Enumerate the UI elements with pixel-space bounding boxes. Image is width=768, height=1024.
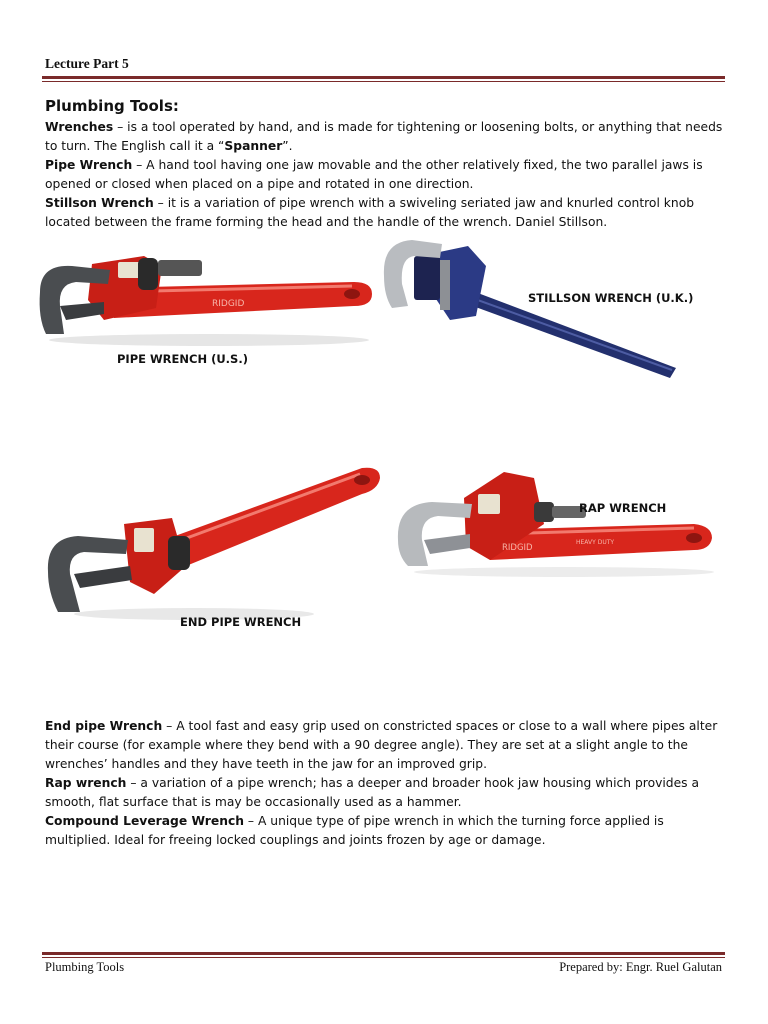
definition-compound-leverage-wrench [45, 812, 725, 850]
footer-left-text: Plumbing Tools [45, 960, 125, 974]
definition-term: Wrenches [45, 120, 114, 134]
page-header-title: Lecture Part 5 [45, 56, 129, 71]
footer-right-text: Prepared by: Engr. Ruel Galutan [559, 960, 722, 974]
definition-text: – is a tool operated by hand, and is made for tightening or loosening bolts, or anything that needs to turn. The English call it a “ [45, 120, 723, 153]
caption-stillson-wrench-uk: STILLSON WRENCH (U.K.) [528, 291, 694, 305]
definition-end-pipe-wrench [45, 717, 725, 774]
definition-term: Compound Leverage Wrench [45, 814, 244, 828]
caption-rap-wrench: RAP WRENCH [579, 501, 667, 515]
definition-wrenches [45, 118, 725, 156]
definition-text: – A tool fast and easy grip used on constricted spaces or close to a wall where pipes alter their course (for example where they bend with a 90 degree angle). They are set at a slight angle to the wrenches’ handles and they have teeth in the jaw for an improved grip. [45, 719, 718, 771]
definition-stillson-wrench [45, 194, 725, 232]
definition-term: Pipe Wrench [45, 158, 133, 172]
definition-term: Stillson Wrench [45, 196, 154, 210]
header-rule [42, 76, 725, 82]
caption-pipe-wrench-us: PIPE WRENCH (U.S.) [117, 352, 248, 366]
definition-rap-wrench [45, 774, 725, 812]
definition-term: Rap wrench [45, 776, 127, 790]
caption-end-pipe-wrench: END PIPE WRENCH [180, 615, 302, 629]
definition-text: – it is a variation of pipe wrench with a swiveling seriated jaw and knurled control knob located between the frame forming the head and the handle of the wrench. Daniel Stillson. [45, 196, 695, 229]
wrench-brand-label: RIDGID [502, 543, 533, 553]
definition-text: – A hand tool having one jaw movable and the other relatively fixed, the two parallel jaws is opened or closed when placed on a pipe and rotated in one direction. [45, 158, 703, 191]
end-pipe-wrench-image [44, 462, 384, 622]
wrench-model-label: HEAVY DUTY [576, 539, 615, 546]
definition-pipe-wrench [45, 156, 725, 194]
stillson-wrench-uk-image [380, 236, 680, 382]
definition-text: – A unique type of pipe wrench in which the turning force applied is multiplied. Ideal for freeing locked couplings and joints frozen by age or damage. [45, 814, 664, 847]
rap-wrench-image [394, 468, 716, 580]
definition-tail: ”. [282, 139, 293, 153]
definition-term: End pipe Wrench [45, 719, 163, 733]
pipe-wrench-us-image [34, 248, 379, 348]
wrench-brand-label: RIDGID [212, 299, 245, 309]
definition-term-spanner: Spanner [224, 139, 283, 153]
footer-rule [42, 952, 725, 958]
section-title: Plumbing Tools: [45, 97, 179, 115]
definition-text: – a variation of a pipe wrench; has a deeper and broader hook jaw housing which provides a smooth, flat surface that is may be occasionally used as a hammer. [45, 776, 700, 809]
